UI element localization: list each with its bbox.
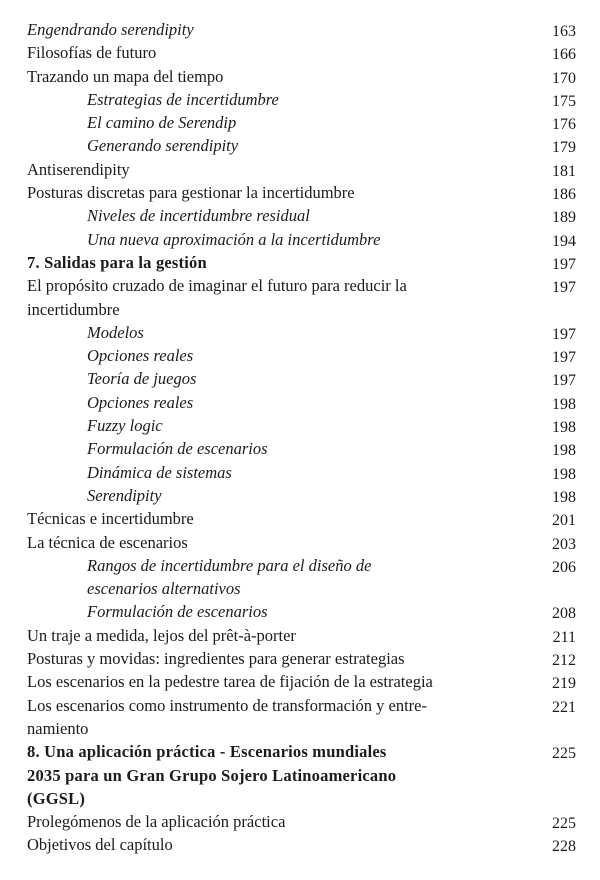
toc-subentry: [0, 414, 600, 437]
toc-subentry: [0, 321, 600, 344]
entry-page: 170: [552, 69, 576, 87]
toc-entry: [0, 694, 600, 741]
entry-page: 175: [552, 92, 576, 110]
toc-subentry: [0, 484, 600, 507]
toc-entry: [0, 274, 600, 321]
entry-page: 179: [552, 139, 576, 157]
entry-page: 197: [552, 325, 576, 343]
toc-subentry: [0, 461, 600, 484]
entry-title: Serendipity: [87, 485, 162, 505]
entry-page: 194: [552, 232, 576, 250]
toc-chapter: [0, 251, 600, 274]
entry-page: 197: [552, 349, 576, 367]
chapter-title: 8. Una aplicación práctica - Escenarios mundiales 2035 para un Gran Grupo Sojero Latinoamericano (GGSL): [27, 742, 397, 808]
entry-page: 208: [552, 605, 576, 623]
toc-entry: [0, 624, 600, 647]
entry-page: 228: [552, 838, 576, 856]
toc-subentry: [0, 437, 600, 460]
entry-page: 221: [552, 698, 576, 716]
entry-title: Trazando un mapa del tiempo: [27, 66, 224, 86]
entry-page: 212: [552, 652, 576, 670]
chapter-title: 7. Salidas para la gestión: [27, 252, 207, 272]
toc-subentry: [0, 600, 600, 623]
toc-subentry: [0, 228, 600, 251]
entry-title: El camino de Serendip: [87, 113, 237, 133]
toc-entry: [0, 181, 600, 204]
entry-title: Un traje a medida, lejos del prêt-à-porter: [27, 625, 296, 645]
toc-subentry: [0, 554, 600, 601]
entry-page: 181: [552, 162, 576, 180]
entry-title: Rangos de incertidumbre para el diseño de escenarios alternativos: [87, 555, 372, 599]
entry-page: 198: [552, 442, 576, 460]
entry-page: 166: [552, 46, 576, 64]
entry-page: 201: [552, 512, 576, 530]
entry-title: Formulación de escenarios: [87, 439, 268, 459]
entry-page: 197: [552, 255, 576, 273]
entry-page: 198: [552, 465, 576, 483]
toc-subentry: [0, 134, 600, 157]
entry-title: Técnicas e incertidumbre: [27, 509, 194, 529]
entry-page: 176: [552, 116, 576, 134]
toc-entry: [0, 647, 600, 670]
entry-title: Modelos: [87, 322, 144, 342]
table-of-contents: [0, 18, 600, 857]
entry-page: 198: [552, 395, 576, 413]
toc-entry: [0, 65, 600, 88]
entry-title: Dinámica de sistemas: [87, 462, 232, 482]
entry-page: 206: [552, 558, 576, 576]
toc-subentry: [0, 88, 600, 111]
entry-page: 186: [552, 186, 576, 204]
toc-entry: [0, 531, 600, 554]
entry-page: 225: [552, 815, 576, 833]
entry-page: 219: [552, 675, 576, 693]
toc-entry: [0, 507, 600, 530]
entry-title: Antiserendipity: [27, 159, 130, 179]
entry-title: Niveles de incertidumbre residual: [87, 206, 310, 226]
entry-page: 197: [552, 279, 576, 297]
entry-title: Teoría de juegos: [87, 369, 197, 389]
entry-page: 198: [552, 488, 576, 506]
toc-chapter: [0, 740, 600, 810]
entry-title: Objetivos del capítulo: [27, 835, 173, 855]
entry-title: Una nueva aproximación a la incertidumbre: [87, 229, 381, 249]
entry-title: Prolegómenos de la aplicación práctica: [27, 812, 286, 832]
entry-title: Engendrando serendipity: [27, 20, 194, 39]
entry-page: 225: [552, 745, 576, 763]
entry-title: Formulación de escenarios: [87, 602, 268, 622]
toc-entry: [0, 670, 600, 693]
entry-title: Los escenarios como instrumento de transformación y entre- namiento: [27, 695, 427, 738]
entry-title: La técnica de escenarios: [27, 532, 188, 552]
toc-subentry: [0, 391, 600, 414]
entry-title: Fuzzy logic: [87, 416, 163, 436]
entry-page: 189: [552, 209, 576, 227]
entry-page: 163: [552, 23, 576, 40]
toc-subentry: [0, 111, 600, 134]
entry-title: Estrategias de incertidumbre: [87, 89, 279, 109]
entry-title: Posturas y movidas: ingredientes para generar estrategias: [27, 649, 405, 669]
entry-title: El propósito cruzado de imaginar el futuro para reducir la incertidumbre: [27, 276, 407, 319]
entry-page: 203: [552, 535, 576, 553]
toc-entry: [0, 810, 600, 833]
toc-entry: [0, 158, 600, 181]
entry-title: Posturas discretas para gestionar la incertidumbre: [27, 183, 355, 203]
toc-subentry: [0, 204, 600, 227]
entry-page: 211: [552, 628, 576, 646]
toc-entry: [0, 833, 600, 856]
entry-title: Filosofías de futuro: [27, 43, 157, 63]
entry-title: Los escenarios en la pedestre tarea de fijación de la estrategia: [27, 672, 433, 692]
toc-subentry: [0, 367, 600, 390]
entry-page: 198: [552, 419, 576, 437]
entry-title: Generando serendipity: [87, 136, 239, 156]
toc-entry: [0, 18, 600, 41]
entry-title: Opciones reales: [87, 346, 194, 366]
entry-page: 197: [552, 372, 576, 390]
toc-entry: [0, 41, 600, 64]
toc-subentry: [0, 344, 600, 367]
entry-title: Opciones reales: [87, 392, 194, 412]
